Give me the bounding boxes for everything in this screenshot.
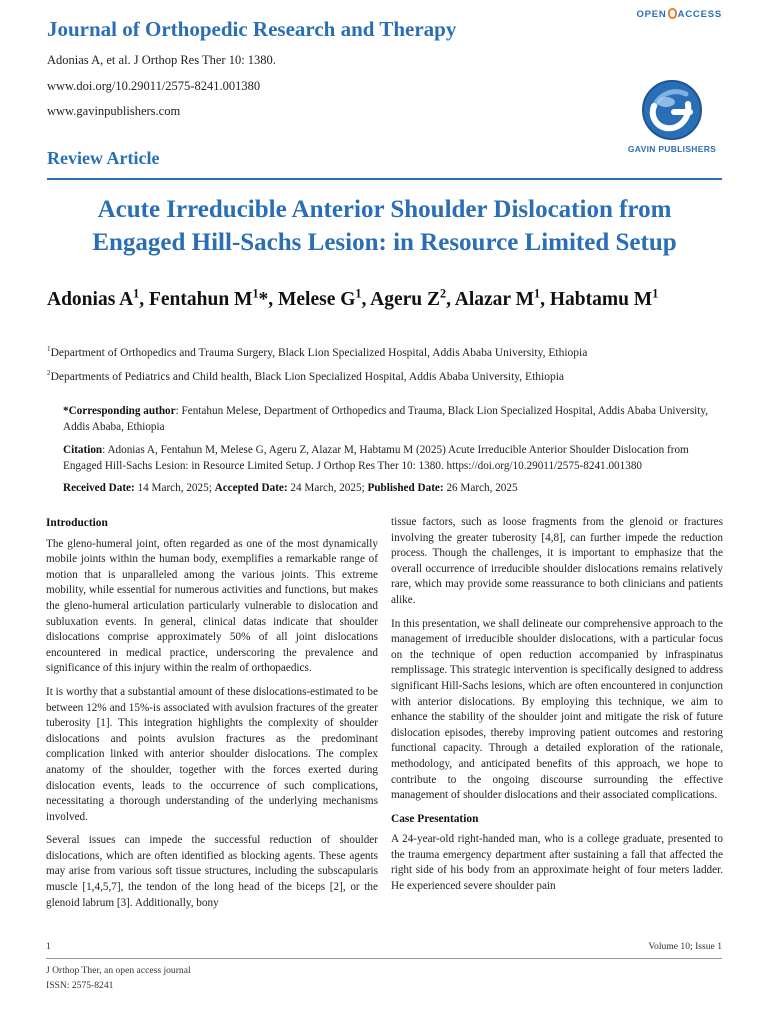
author: Ageru $Z^2$, [370,286,455,310]
issn: ISSN: 2575-8241 [46,980,114,991]
body-column-left [46,516,378,919]
author: Habtamu $M^1$ [549,286,659,310]
volume-issue: Volume 10; Issue 1 [648,941,722,952]
header-rule [47,178,722,180]
paragraph: Several issues can impede the successful reduction of shoulder dislocations, which are often identified as blocking agents. These agents may arise from various soft tissue structures, including the subscapularis muscle [1,4,5,7], the tendon of the long head of the biceps [2], or the glenoid labrum [3]. Additionally, bony [46,834,378,909]
title-line-2: Engaged Hill-Sachs Lesion: in Resource Limited Setup [92,229,677,256]
author: Alazar $M^1$, [454,286,550,310]
open-lock-icon [668,8,677,19]
journal-title: Journal of Orthopedic Research and Therapy [47,17,457,41]
paper-title [47,193,722,259]
author: Adonias $A^1$, [47,286,149,310]
affiliation-2: $^2$Departments of Pediatrics and Child health, Black Lion Specialized Hospital, Addis Ababa University, Ethiopia [47,369,565,383]
page-number: 1 [46,941,51,952]
corresponding-author: *Corresponding author: Fentahun Melese, Department of Orthopedics and Trauma, Black Lion Specialized Hospital, Addis Ababa University, Addis Ababa, Ethiopia [63,405,709,433]
paragraph: A 24-year-old right-handed man, who is a college graduate, presented to the trauma emergency department after sustaining a fall that affected the right side of his body from an approximate height of four meters ladder. He experienced severe shoulder pain [391,833,723,893]
paragraph: In this presentation, we shall delineate our comprehensive approach to the management of irreducible shoulder dislocations, with a particular focus on the technique of open reduction accompanied by infraspinatus remplissage. This strategic intervention is specifically designed to address significant Hill-Sachs lesions, which are often encountered in conjunction with anterior dislocations. By employing this technique, we aim to enhance the stability of the shoulder joint and mitigate the risk of future dislocation episodes, thereby improving patient outcomes and restoring functional capacity. Through a detailed exploration of the rationale, methodology, and anticipated benefits of this approach, we hope to contribute to the ongoing discourse surrounding the effective management of shoulder dislocations and their associated complications. [391,617,723,802]
citation-short: Adonias A, et al. J Orthop Res Ther 10: 1380. [47,53,276,67]
publisher-name: GAVIN PUBLISHERS [627,144,717,154]
footer-rule [46,958,722,959]
doi-link[interactable]: www.doi.org/10.29011/2575-8241.001380 [47,79,261,93]
affiliation-1: $^1$Department of Orthopedics and Trauma Surgery, Black Lion Specialized Hospital, Addis Ababa University, Ethiopia [47,345,588,359]
author-list [47,286,727,314]
publisher-logo [620,78,724,154]
article-type: Review Article [47,148,160,168]
paragraph: The gleno-humeral joint, often regarded as one of the most dynamically mobile joints within the human body, exemplifies a remarkable range of motion that is unparalleled among the various joints. This extreme mobility, while essential for numerous activities and functions, but makes the gleno-humeral articulation particularly vulnerable to dislocation and subluxation events. In general, clinical datas indicate that shoulder dislocations comprise approximately 50% of all joint dislocations encountered in medical practice, underscoring the prevalence and significance of this injury within the realm of orthopaedics. [46,537,378,675]
author: Melese $G^1$, [278,286,371,310]
journal-short: J Orthop Ther, an open access journal [46,965,191,976]
dates-line: Received Date: 14 March, 2025; Accepted Date: 24 March, 2025; Published Date: 26 March, 2025 [63,482,518,494]
title-line-1: Acute Irreducible Anterior Shoulder Dislocation from [97,196,672,223]
citation-block: Citation: Adonias A, Fentahun M, Melese G, Ageru Z, Alazar M, Habtamu M (2025) Acute Irreducible Anterior Shoulder Dislocation from Engaged Hill-Sachs Lesion: in Resource Limited Setup. J Orthop Res Ther 10: 1380. https://doi.org/10.29011/2575-8241.001380 [63,444,689,472]
paragraph: tissue factors, such as loose fragments from the glenoid or fractures involving the greater tuberosity [4,8], can further impede the reduction process. Though the challenges, it is important to emphasize that the overall occurrence of irreducible shoulder dislocations remains relatively rare, which may provide some reassurance to both clinicians and patients alike. [391,516,723,606]
introduction-heading: Introduction [46,517,108,529]
website-link[interactable]: www.gavinpublishers.com [47,104,181,118]
open-access-logo [636,8,722,20]
author: Fentahun $M^1*$, [148,286,278,310]
open-access-pre: OPEN [636,9,667,20]
open-access-post: ACCESS [677,9,722,20]
publisher-globe-icon [640,78,704,142]
case-presentation-heading: Case Presentation [391,812,479,825]
paragraph: It is worthy that a substantial amount of these dislocations-estimated to be between 12% and 15%-is associated with avulsion fractures of the greater tuberosity [1]. This integration highlights the complexity of shoulder dislocations and points avulsion fractures as the predominant complication linked with anterior shoulder dislocations. The complex anatomy of the shoulder, together with the forces exerted during dislocation events, leads to the occurrence of such complications, necessitating a thorough understanding of the underlying mechanisms involved. [46,685,378,823]
body-column-right [391,515,723,903]
